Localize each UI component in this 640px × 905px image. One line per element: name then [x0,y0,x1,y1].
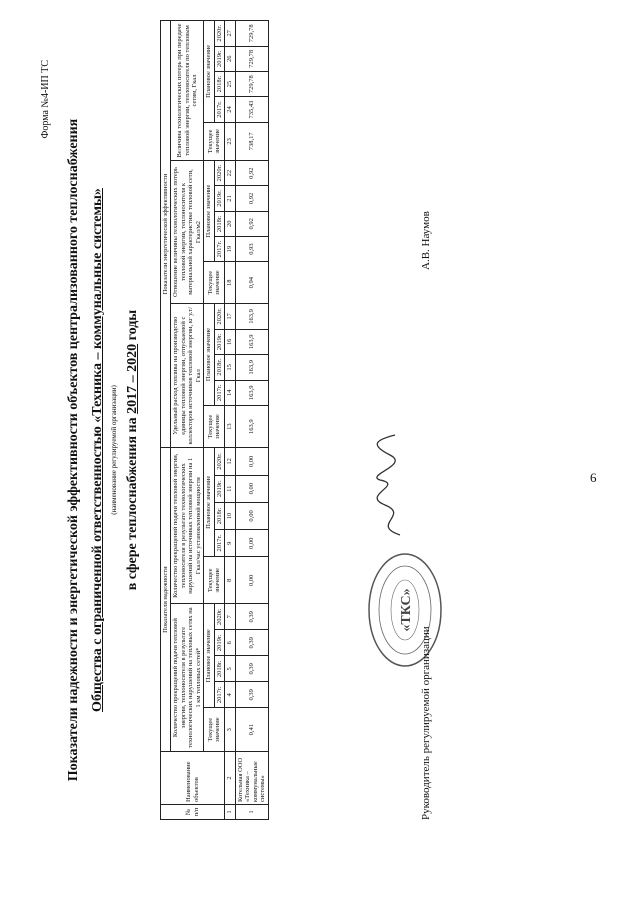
year-header: 2018г. [214,211,224,236]
value-cell: 0,39 [235,604,268,630]
year-header: 2020г. [214,304,224,329]
column-number-cell: 19 [225,236,235,261]
column-number-cell: 3 [225,708,235,752]
column-number-cell: 9 [225,530,235,557]
year-header: 2019г. [214,630,224,656]
value-cell: 0,39 [235,630,268,656]
planned-header: Плановое значение [204,304,214,406]
handwritten-signature [360,430,425,540]
column-number-cell: 22 [225,160,235,185]
value-cell: 0,41 [235,708,268,752]
year-header: 2018г. [214,656,224,682]
year-header: 2018г. [214,71,224,96]
value-cell: 0,92 [235,211,268,236]
year-header: 2019г. [214,186,224,211]
column-number-cell: 10 [225,502,235,529]
column-number-cell: 12 [225,448,235,475]
year-header: 2019г. [214,329,224,354]
column-number-cell: 1 [225,805,235,820]
value-cell: 0,92 [235,160,268,185]
current-header: Текущее значение [204,262,225,304]
group4-header: Отношение величины технологических потерь тепловой энергии, теплоносителя к материальной характеристике тепловой сети, Гкал/м2 [171,160,204,303]
value-cell: 0,93 [235,236,268,261]
value-cell: 0,00 [235,530,268,557]
value-cell: 738,17 [235,122,268,160]
stamp-text: «ТКС» [399,588,414,632]
value-cell: 0,94 [235,262,268,304]
organization-name: Общества с ограниченной ответственностью «Техника – коммунальные системы» [90,188,105,712]
value-cell: 0,00 [235,557,268,604]
column-number-cell: 24 [225,97,235,122]
year-header: 2017г. [214,236,224,261]
company-stamp [365,550,450,670]
current-header: Текущее значение [204,406,225,448]
planned-header: Плановое значение [204,21,214,123]
current-header: Текущее значение [204,708,225,752]
column-number-cell: 17 [225,304,235,329]
column-number-cell: 23 [225,122,235,160]
header-row-3 [204,21,214,820]
column-number-cell: 4 [225,682,235,708]
current-header: Текущее значение [204,122,225,160]
group3-header: Удельный расход топлива на производство единицы тепловой энергии, отпускаемой с коллекторов источников тепловой энергии, кг у.т/Гкал [171,304,204,448]
col-no-header: № п/п [161,805,225,820]
page-number: 6 [590,470,597,485]
current-header: Текущее значение [204,557,225,604]
year-header: 2017г. [214,380,224,405]
column-number-cell: 14 [225,380,235,405]
form-label: Форма №4-ИП ТС [40,60,51,139]
value-cell: 0,00 [235,448,268,475]
column-number-cell: 11 [225,475,235,502]
year-header: 2017г. [214,682,224,708]
column-number-cell: 16 [225,329,235,354]
value-cell: 729,78 [235,71,268,96]
value-cell: 729,78 [235,46,268,71]
year-header: 2017г. [214,97,224,122]
value-cell: 0,00 [235,502,268,529]
reliability-header: Показатели надежности [161,448,171,752]
column-number-cell: 5 [225,656,235,682]
period-years: 2017 – 2020 [125,343,140,414]
year-header: 2020г. [214,160,224,185]
value-cell: 0,00 [235,475,268,502]
value-cell: 163,9 [235,329,268,354]
column-number-cell: 25 [225,71,235,96]
column-number-cell: 21 [225,186,235,211]
header-row-1 [161,21,171,820]
column-number-cell: 27 [225,21,235,47]
row-number-cell: 1 [235,805,268,820]
document-title: Показатели надежности и энергетической эффективности объектов централизованного теплоснабжения [66,118,81,782]
year-header: 2018г. [214,502,224,529]
indicators-table [160,20,269,820]
year-header: 2017г. [214,530,224,557]
object-name-cell: Котельная ООО «Техника – коммунальные системы» [235,752,268,805]
period-prefix: в сфере теплоснабжения на [125,417,140,591]
energy-header: Показатели энергетической эффективности [161,21,171,448]
column-number-cell: 8 [225,557,235,604]
planned-header: Плановое значение [204,448,214,557]
value-cell: 0,92 [235,186,268,211]
signer-name: А.В. Наумов [420,211,432,270]
period-suffix: годы [125,309,140,341]
column-numbers-row [225,21,235,820]
organization-caption: (наименование регулируемой организации) [110,385,118,515]
column-number-cell: 20 [225,211,235,236]
header-row-2 [171,21,204,820]
period-line [125,20,141,880]
signer-role: Руководитель регулируемой организации [420,626,432,820]
column-number-cell: 7 [225,604,235,630]
value-cell: 0,39 [235,656,268,682]
group5-header: Величина технологических потерь при передаче тепловой энергии, теплоносителя по тепловым сетям, Гкал [171,21,204,161]
group1-header: Количество прекращений подачи тепловой энергии, теплоносителя в результате технологических нарушений на тепловых сетях на 1 км тепловых сетей* [171,604,204,752]
table-row [235,21,268,820]
value-cell: 0,39 [235,682,268,708]
column-number-cell: 15 [225,355,235,380]
value-cell: 735,43 [235,97,268,122]
year-header: 2019г. [214,475,224,502]
column-number-cell: 2 [225,752,235,805]
col-name-header: Наименование объектов [161,752,225,805]
column-number-cell: 6 [225,630,235,656]
year-header: 2018г. [214,355,224,380]
value-cell: 163,9 [235,304,268,329]
value-cell: 163,9 [235,406,268,448]
planned-header: Плановое значение [204,160,214,261]
value-cell: 163,9 [235,355,268,380]
value-cell: 729,78 [235,21,268,47]
year-header: 2020г. [214,21,224,47]
rotated-document [0,20,640,880]
planned-header: Плановое значение [204,604,214,708]
value-cell: 163,9 [235,380,268,405]
year-header: 2020г. [214,448,224,475]
column-number-cell: 18 [225,262,235,304]
year-header: 2019г. [214,46,224,71]
group2-header: Количество прекращений подачи тепловой энергии, теплоносителя в результате технологических нарушений на источниках тепловой энергии на 1 Гкал/час установленной мощности [171,448,204,604]
column-number-cell: 26 [225,46,235,71]
year-header: 2020г. [214,604,224,630]
column-number-cell: 13 [225,406,235,448]
